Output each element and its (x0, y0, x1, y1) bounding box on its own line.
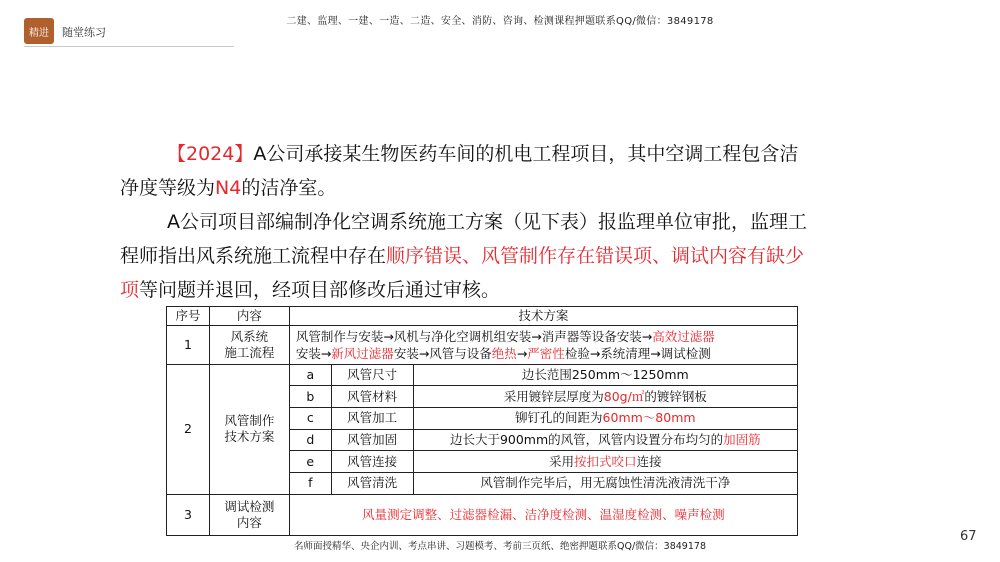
flow-text: 安装→风管与设备 (393, 345, 492, 361)
item-letter: b (289, 386, 331, 408)
desc-text: 连接 (636, 453, 662, 469)
item-desc (413, 451, 797, 473)
top-contact-banner: 二建、监理、一建、一造、二造、安全、消防、咨询、检测课程押题联系QQ/微信：3849178 (286, 16, 714, 27)
item-letter: c (289, 408, 331, 430)
table-row (167, 494, 798, 535)
flow-text: 安装→ (295, 345, 332, 361)
p1-text-b: 的洁净室。 (241, 177, 337, 199)
section-title: 随堂练习 (62, 26, 106, 39)
flow-text: → (516, 345, 528, 361)
p2-text-b: 等问题并退回，经项目部修改后通过审核。 (139, 279, 501, 301)
item-letter: d (289, 429, 331, 451)
row1-name-line1: 风系统 (230, 328, 269, 344)
item-name: 风管加工 (331, 408, 413, 430)
desc-text: 铆钉孔的间距为 (515, 410, 603, 426)
desc-text: 边长大于900mm的风管，风管内设置分布均匀的 (449, 432, 724, 448)
item-name: 风管尺寸 (331, 364, 413, 386)
row2-name (209, 364, 289, 494)
row2-name-line2: 技术方案 (224, 429, 275, 445)
desc-text: 采用 (549, 453, 575, 469)
item-desc (413, 386, 797, 408)
item-name: 风管加固 (331, 429, 413, 451)
question-text (120, 137, 810, 307)
construction-plan-table (166, 306, 798, 536)
table-header-row (167, 307, 798, 326)
desc-highlight: 按扣式咬口 (574, 453, 637, 469)
row2-no: 2 (167, 364, 210, 494)
item-name: 风管材料 (331, 386, 413, 408)
p2-highlight: 顺序错误、风管制作存在错误项、调试内容有缺少项 (120, 245, 805, 301)
section-badge: 精进 (24, 18, 54, 44)
header-plan: 技术方案 (289, 307, 797, 326)
header-no: 序号 (167, 307, 210, 326)
flow-text: 检验→系统清理→调试检测 (564, 345, 711, 361)
row1-flow (289, 325, 797, 364)
p1-highlight: N4 (215, 177, 242, 199)
question-paragraph-1 (120, 137, 810, 205)
row3-name (209, 494, 289, 535)
flow-highlight: 高效过滤器 (652, 328, 715, 344)
bottom-contact-banner: 名师面授精华、央企内训、考点串讲、习题模考、考前三页纸、绝密押题联系QQ/微信：3849178 (294, 541, 706, 552)
flow-line-1 (296, 328, 795, 345)
flow-text: 风管制作与安装→风机与净化空调机组安装→消声器等设备安装→ (295, 328, 653, 344)
desc-highlight: 加固筋 (723, 432, 761, 448)
item-letter: e (289, 451, 331, 473)
item-letter: f (289, 473, 331, 495)
item-desc (413, 429, 797, 451)
row3-name-line1: 调试检测 (224, 498, 275, 514)
flow-highlight: 严密性 (527, 345, 565, 361)
item-desc (413, 364, 797, 386)
row3-desc: 风量测定调整、过滤器检漏、洁净度检测、温湿度检测、噪声检测 (289, 494, 797, 535)
flow-highlight: 新风过滤器 (331, 345, 394, 361)
row3-name-line2: 内容 (236, 514, 262, 530)
desc-text: 边长范围250mm～1250mm (521, 367, 689, 383)
question-paragraph-2 (120, 205, 810, 307)
flow-line-2 (296, 345, 795, 362)
item-desc (413, 473, 797, 495)
table-row (167, 364, 798, 386)
desc-text: 采用镀锌层厚度为 (503, 388, 604, 404)
item-desc (413, 408, 797, 430)
p1-text-a: A公司承接某生物医药车间的机电工程项目，其中空调工程包含洁净度等级为 (120, 143, 799, 199)
desc-text: 风管制作完毕后，用无腐蚀性清洗液清洗干净 (480, 475, 731, 491)
desc-text: 的镀锌钢板 (644, 388, 707, 404)
desc-highlight: 60mm～80mm (602, 410, 696, 426)
row1-name-line2: 施工流程 (224, 344, 275, 360)
page-number: 67 (960, 529, 977, 544)
row1-no: 1 (167, 325, 210, 364)
item-name: 风管清洗 (331, 473, 413, 495)
desc-highlight: 80g/㎡ (603, 388, 645, 404)
row2-name-line1: 风管制作 (224, 413, 275, 429)
year-tag: 【2024】 (167, 143, 254, 165)
item-letter: a (289, 364, 331, 386)
p2-text-a: A公司项目部编制净化空调系统施工方案（见下表）报监理单位审批，监理工程师指出风系统施工流程中存在 (120, 211, 807, 267)
row3-no: 3 (167, 494, 210, 535)
table-row (167, 325, 798, 364)
item-name: 风管连接 (331, 451, 413, 473)
row1-name (209, 325, 289, 364)
header-divider (24, 46, 234, 47)
header-content: 内容 (209, 307, 289, 326)
flow-highlight: 绝热 (491, 345, 517, 361)
